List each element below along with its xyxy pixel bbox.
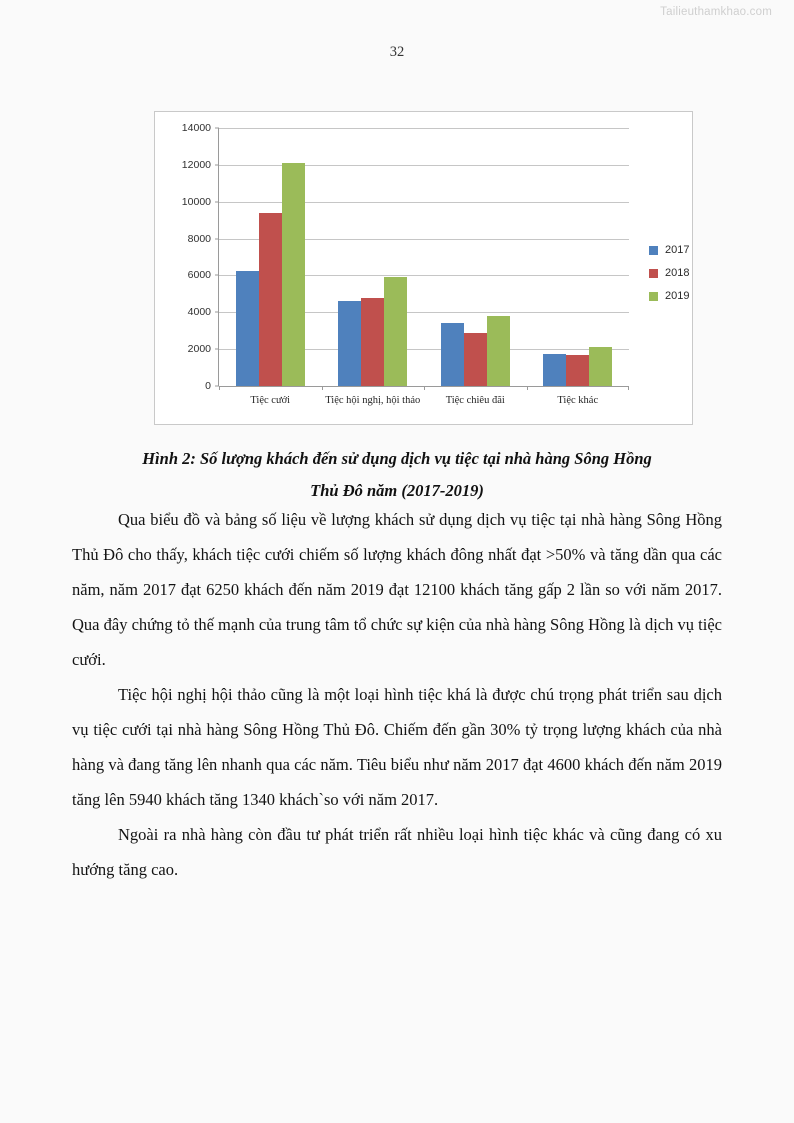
- chart-bar: [259, 213, 282, 386]
- chart-bar: [543, 354, 566, 386]
- bar-group: [219, 128, 322, 386]
- legend-swatch-icon: [649, 269, 658, 278]
- x-axis-category-label: Tiệc chiêu đãi: [445, 395, 505, 406]
- chart-x-axis-labels: [219, 394, 629, 407]
- chart-container: [154, 111, 693, 425]
- chart-bar: [487, 316, 510, 386]
- y-axis-tick-label: 12000: [181, 158, 211, 171]
- legend-item: [649, 244, 689, 256]
- x-axis-tick-mark: [527, 386, 528, 390]
- x-axis-tick-mark: [219, 386, 220, 390]
- chart-bar: [338, 301, 361, 386]
- legend-item: [649, 290, 689, 302]
- x-axis-category-label: Tiệc cưới: [250, 395, 291, 406]
- figure-caption: [97, 443, 697, 507]
- legend-label: 2018: [665, 267, 690, 279]
- x-axis-tick-mark: [424, 386, 425, 390]
- x-axis-tick-mark: [628, 386, 629, 390]
- page-number: 32: [389, 44, 405, 60]
- chart-bar: [589, 347, 612, 386]
- chart-plot-area: [181, 122, 629, 392]
- legend-swatch-icon: [649, 292, 658, 301]
- legend-label: 2019: [665, 290, 690, 302]
- chart-bar: [566, 355, 589, 386]
- y-axis-tick-label: 10000: [181, 195, 211, 208]
- chart-bar-groups: [219, 128, 629, 386]
- chart-legend: [649, 244, 689, 302]
- y-axis-tick-label: 14000: [181, 122, 211, 134]
- chart-bar: [384, 277, 407, 386]
- chart-bar: [282, 163, 305, 386]
- x-axis-category-label: Tiệc hội nghị, hội thảo: [325, 395, 421, 406]
- bar-group: [527, 128, 630, 386]
- paragraph: Ngoài ra nhà hàng còn đầu tư phát triển rất nhiều loại hình tiệc khác và cũng đang có xu hướng tăng cao.: [72, 824, 722, 879]
- chart-bar: [441, 323, 464, 386]
- figure-caption-line-2: Thủ Đô năm (2017-2019): [310, 481, 484, 501]
- chart-bar: [236, 271, 259, 386]
- y-axis-tick-label: 8000: [187, 232, 211, 245]
- figure-caption-line-1: Hình 2: Số lượng khách đến sử dụng dịch vụ tiệc tại nhà hàng Sông Hồng: [142, 449, 652, 468]
- legend-label: 2017: [665, 244, 690, 256]
- chart-bar: [361, 298, 384, 386]
- site-watermark: Tailieuthamkhao.com: [660, 6, 772, 18]
- y-axis-tick-label: 2000: [187, 343, 211, 356]
- y-axis-tick-label: 0: [205, 380, 211, 392]
- paragraph: Qua biểu đồ và bảng số liệu về lượng khách sử dụng dịch vụ tiệc tại nhà hàng Sông Hồng Thủ Đô cho thấy, khách tiệc cưới chiếm số lượng khách đông nhất đạt >50% và tăng dần qua các năm, năm 2017 đạt 6250 khách đến năm 2019 đạt 12100 khách tăng gấp 2 lần so với năm 2017. Qua đây chứng tỏ thế mạnh của trung tâm tổ chức sự kiện của nhà hàng Sông Hồng là dịch vụ tiệc cưới.: [72, 510, 722, 669]
- y-axis-tick-label: 6000: [187, 269, 211, 282]
- body-text: [72, 503, 722, 888]
- y-axis-tick-label: 4000: [187, 306, 211, 319]
- chart-inner: [155, 112, 692, 424]
- bar-group: [424, 128, 527, 386]
- legend-item: [649, 267, 689, 279]
- bar-group: [322, 128, 425, 386]
- x-axis-tick-mark: [322, 386, 323, 390]
- x-axis-category-label: Tiệc khác: [557, 395, 599, 406]
- paragraph: Tiệc hội nghị hội thảo cũng là một loại hình tiệc khá là được chú trọng phát triển sau dịch vụ tiệc cưới tại nhà hàng Sông Hồng Thủ Đô. Chiếm đến gần 30% tỷ trọng lượng khách của nhà hàng và đang tăng lên nhanh qua các năm. Tiêu biểu như năm 2017 đạt 4600 khách đến năm 2019 tăng lên 5940 khách tăng 1340 khách`so với năm 2017.: [72, 684, 722, 809]
- chart-bar: [464, 333, 487, 386]
- legend-swatch-icon: [649, 246, 658, 255]
